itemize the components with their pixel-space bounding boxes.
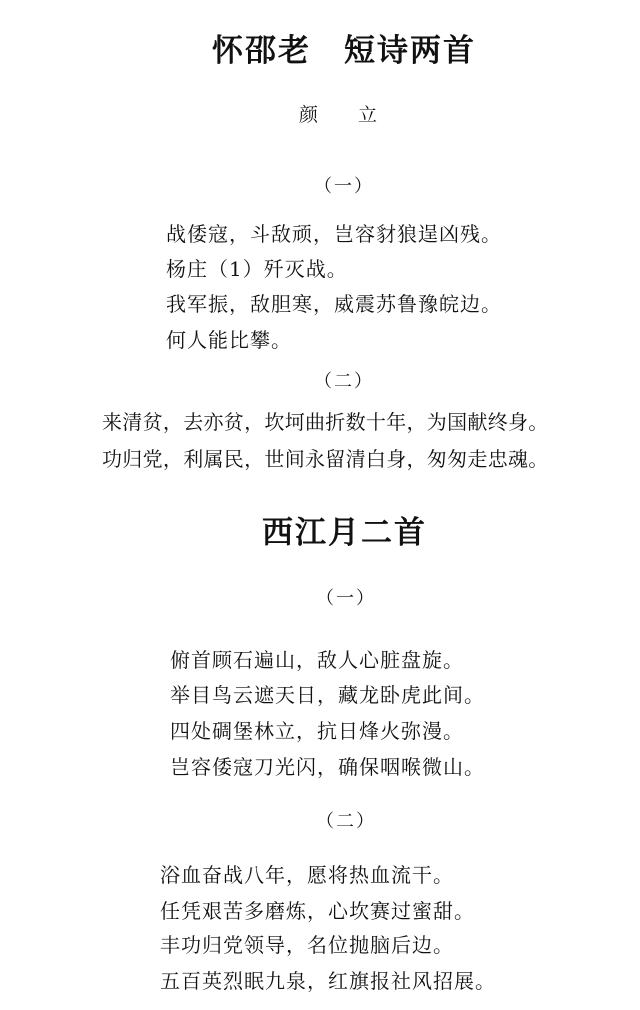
poem1-part1-number: （一） [314, 176, 374, 197]
poem1-part1-line-2: 杨庄（1）歼灭战。 [166, 257, 348, 281]
poem2-part1-line-4: 岂容倭寇刀光闪，确保咽喉微山。 [170, 755, 485, 779]
poem1-author: 颜立 [299, 104, 418, 126]
poem2-part1-line-1: 俯首顾石遍山，敌人心脏盘旋。 [170, 648, 464, 672]
poem1-title: 怀邵老 短诗两首 [212, 33, 476, 69]
poem1-part1-line-4: 何人能比攀。 [166, 328, 292, 352]
poem2-part2-line-1: 浴血奋战八年，愿将热血流干。 [160, 863, 454, 887]
poem2-part2-number: （二） [316, 811, 376, 832]
poem2-part2-line-3: 丰功归党领导，名位抛脑后边。 [160, 933, 454, 957]
poem2-part1-number: （一） [316, 588, 376, 609]
poem2-part2-line-2: 任凭艰苦多磨炼，心坎赛过蜜甜。 [160, 899, 475, 923]
poem1-part2-line-2: 功归党，利属民，世间永留清白身，匆匆走忠魂。 [102, 447, 549, 471]
poem1-part2-line-1: 来清贫，去亦贫，坎坷曲折数十年，为国献终身。 [102, 410, 549, 434]
poem2-title: 西江月二首 [262, 515, 427, 551]
poem1-part1-line-3: 我军振，敌胆寒，威震苏鲁豫皖边。 [166, 292, 502, 316]
poem2-part1-line-2: 举目鸟云遮天日，藏龙卧虎此间。 [170, 683, 485, 707]
poem2-part2-line-4: 五百英烈眠九泉，红旗报社风招展。 [160, 969, 496, 993]
poem1-part1-line-1: 战倭寇，斗敌顽，岂容豺狼逞凶残。 [166, 222, 502, 246]
poem1-part2-number: （二） [314, 371, 374, 392]
poem2-part1-line-3: 四处碉堡林立，抗日烽火弥漫。 [170, 719, 464, 743]
